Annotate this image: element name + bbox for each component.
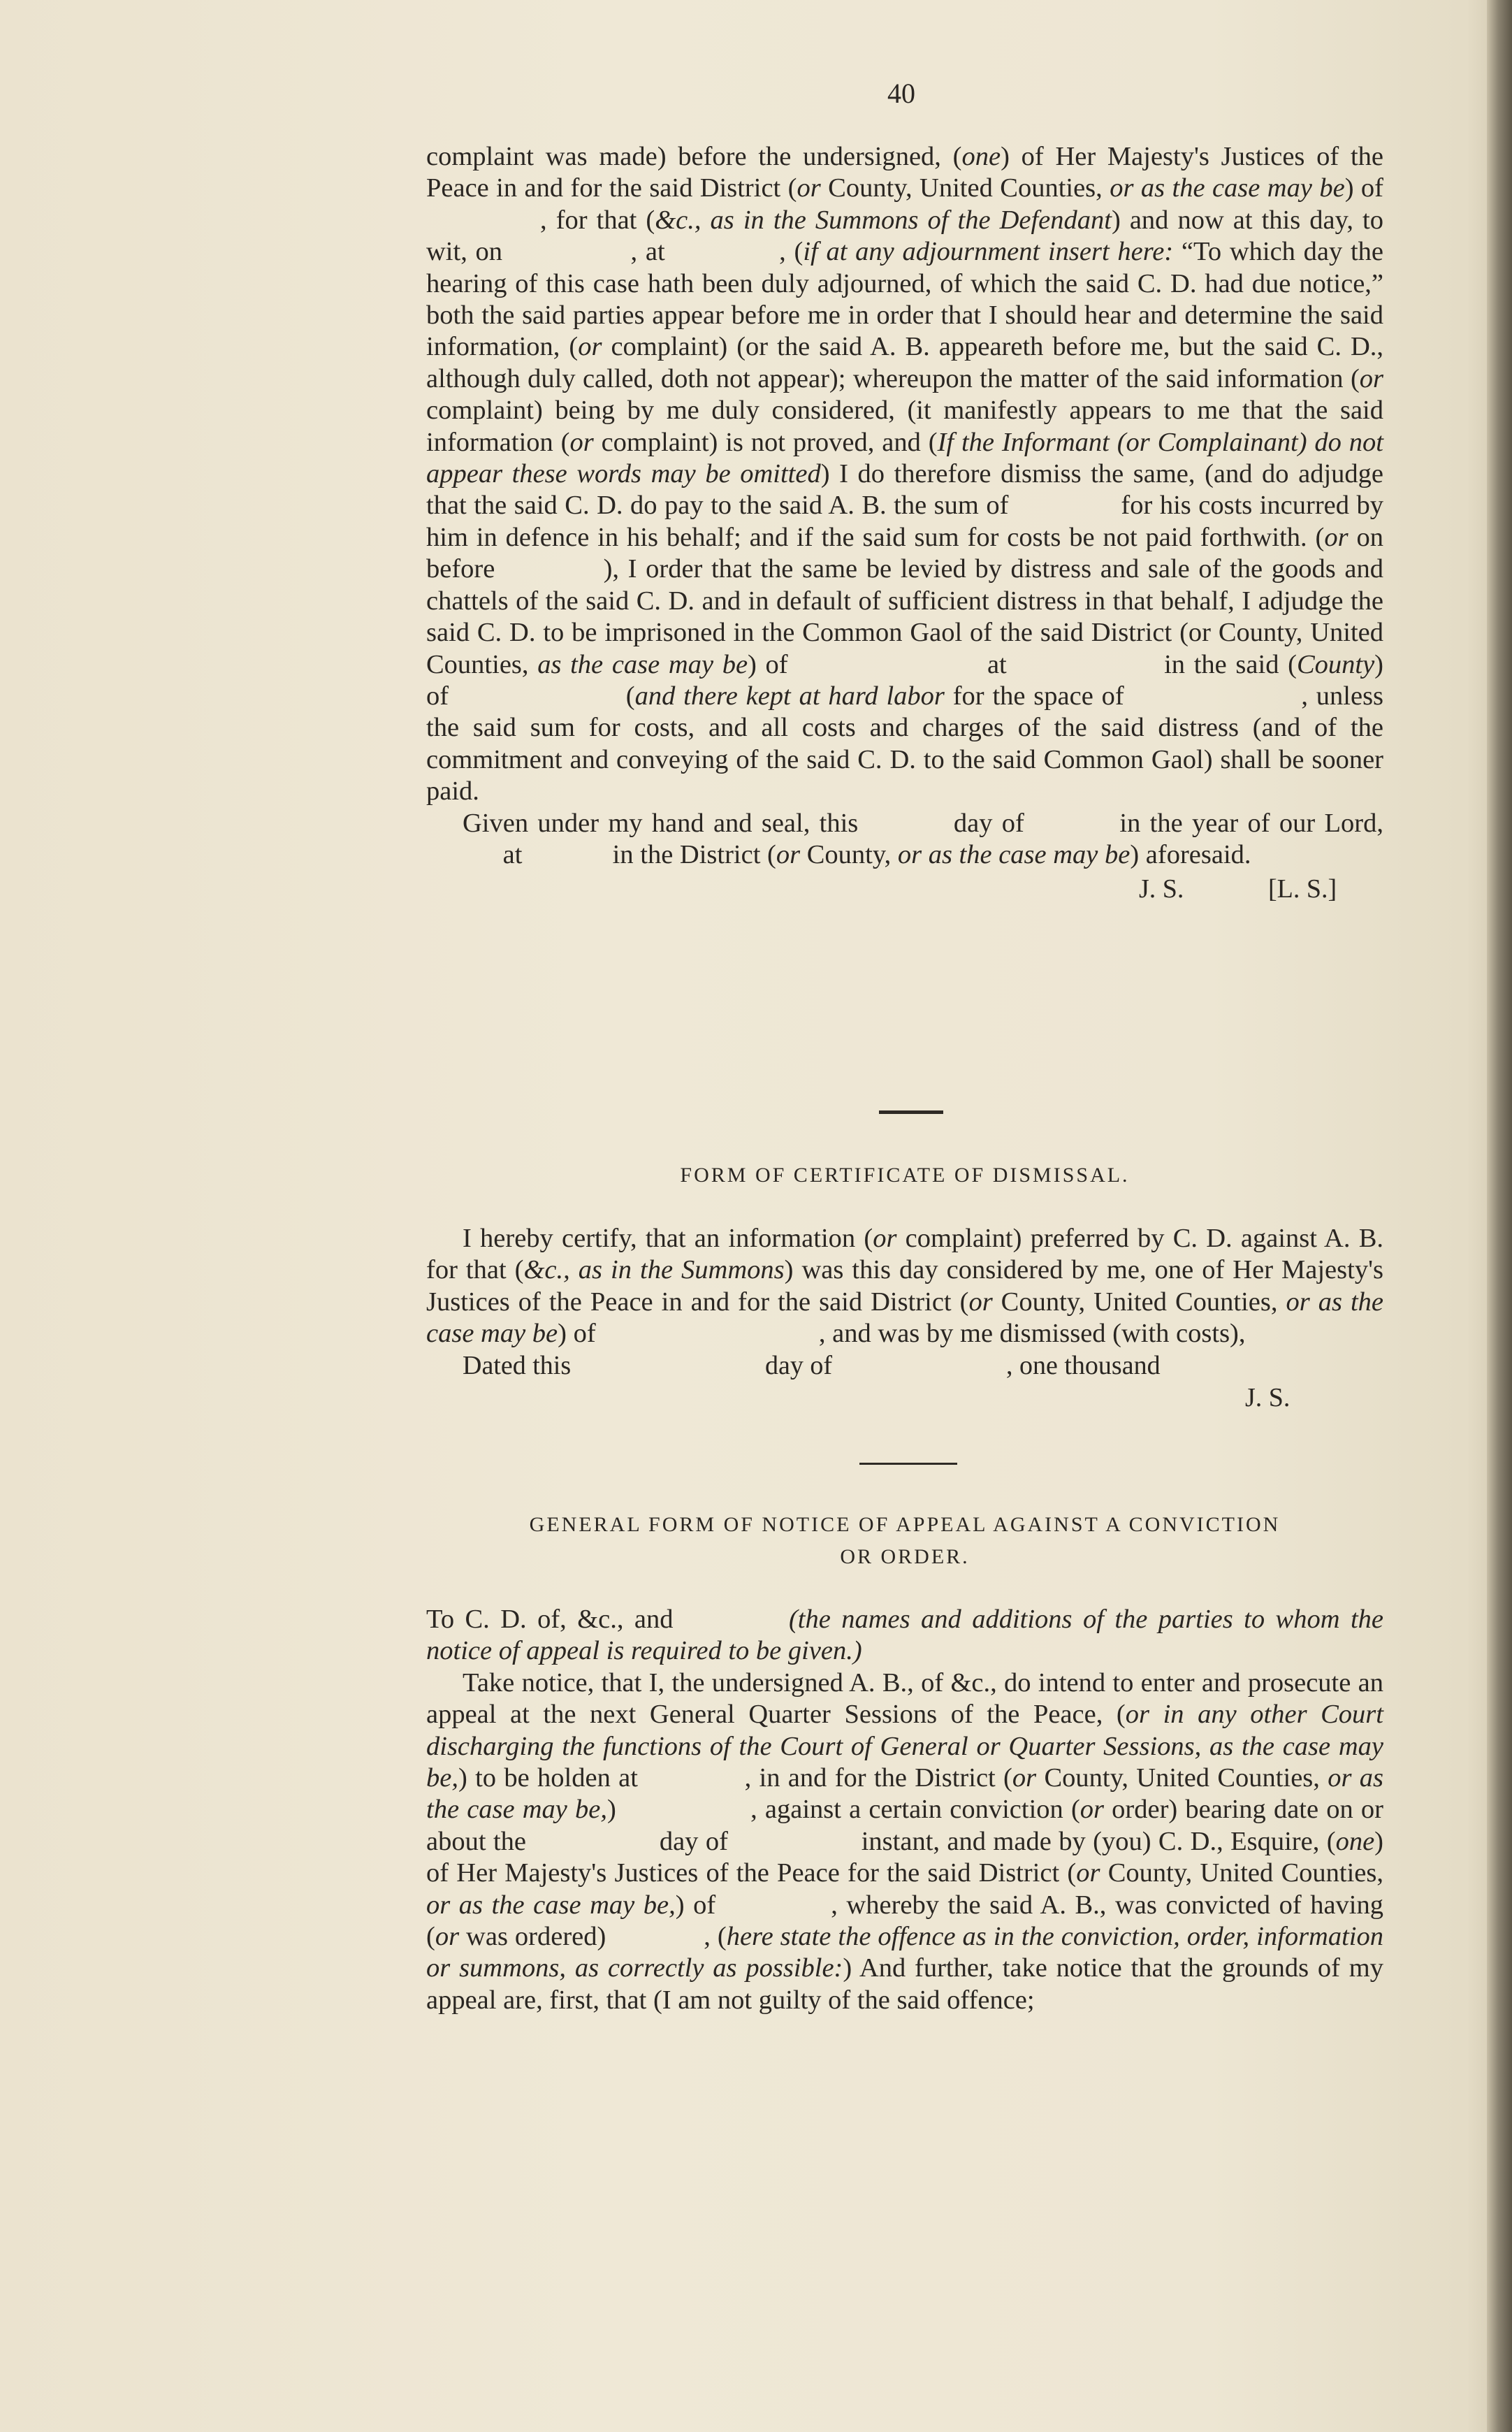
justice-signature: J. S. <box>1139 874 1184 904</box>
seal-mark: [L. S.] <box>1268 874 1337 904</box>
section-divider <box>879 1110 943 1114</box>
page-number: 40 <box>887 78 915 109</box>
conviction-continuation <box>426 141 1383 909</box>
certificate-paragraph: I hereby certify, that an information (or complaint) preferred by C. D. against A. B. for that (&c., as in the Summons) was this day considered by me, one of Her Majesty's Justices of the Peace in and for the said District (or County, United Counties, or as the case may be) of , and was by me dismissed (with costs), <box>426 1224 1384 1349</box>
book-spine-shadow <box>1487 0 1512 2432</box>
conviction-signature-row <box>426 874 1383 909</box>
certificate-heading: FORM OF CERTIFICATE OF DISMISSAL. <box>680 1164 1130 1187</box>
certificate-body <box>426 1223 1383 1417</box>
notice-address-paragraph: To C. D. of, &c., and (the names and additions of the parties to whom the notice of appeal is required to be given.) <box>426 1605 1383 1666</box>
conviction-paragraph: complaint was made) before the undersigned, (one) of Her Majesty's Justices of the Peace in and for the said District (or County, United Counties, or as the case may be) of , for that (&c., as in the Summons of the Defendant) and now at this day, to wit, on , at , (if at any adjournment insert here: “To which day the hearing of this case hath been duly adjourned, of which the said C. D. had due notice,” both the said parties appear before me in order that I should hear and determine the said information, (or complaint) (or the said A. B. appeareth before me, but the said C. D., although duly called, doth not appear); whereupon the matter of the said information (or complaint) being by me duly considered, (it manifestly appears to me that the said information (or complaint) is not proved, and (If the Informant (or Complainant) do not appear these words may be omitted) I do therefore dismiss the same, (and do adjudge that the said C. D. do pay to the said A. B. the sum of for his costs incurred by him in defence in his behalf; and if the said sum for costs be not paid forthwith. (or on before ), I order that the same be levied by distress and sale of the goods and chattels of the said C. D. and in default of sufficient distress in that behalf, I adjudge the said C. D. to be imprisoned in the Common Gaol of the said District (or County, United Counties, as the case may be) of at in the said (County) of (and there kept at hard labor for the space of , unless the said sum for costs, and all costs and charges of the said distress (and of the commitment and conveying of the said C. D. to the said Common Gaol) shall be sooner paid. <box>426 142 1384 806</box>
certificate-signature: J. S. <box>1245 1382 1291 1412</box>
section-divider <box>859 1463 957 1465</box>
notice-body <box>426 1604 1383 2016</box>
notice-heading-line1: GENERAL FORM OF NOTICE OF APPEAL AGAINST A CONVICTION <box>529 1513 1281 1536</box>
notice-heading-line2: OR ORDER. <box>840 1545 970 1568</box>
notice-body-paragraph: Take notice, that I, the undersigned A. B., of &c., do intend to enter and prosecute an appeal at the next General Quarter Sessions of the Peace, (or in any other Court discharging the functions of the Court of General or Quarter Sessions, as the case may be,) to be holden at , in and for the District (or County, United Counties, or as the case may be,) , against a certain conviction (or order) bearing date on or about the day of instant, and made by (you) C. D., Esquire, (one) of Her Majesty's Justices of the Peace for the said District (or County, United Counties, or as the case may be,) of , whereby the said A. B., was convicted of having (or was ordered) , (here state the offence as in the conviction, order, information or summons, as correctly as possible:) And further, take notice that the grounds of my appeal are, first, that (I am not guilty of the said offence; <box>426 1667 1384 2015</box>
certificate-signature-row <box>426 1382 1383 1417</box>
dated-line: Dated this day of , one thousand <box>463 1350 1161 1380</box>
given-under-hand-paragraph: Given under my hand and seal, this day of in the year of our Lord, at in the District (or County, or as the case may be) aforesaid. <box>463 808 1383 869</box>
